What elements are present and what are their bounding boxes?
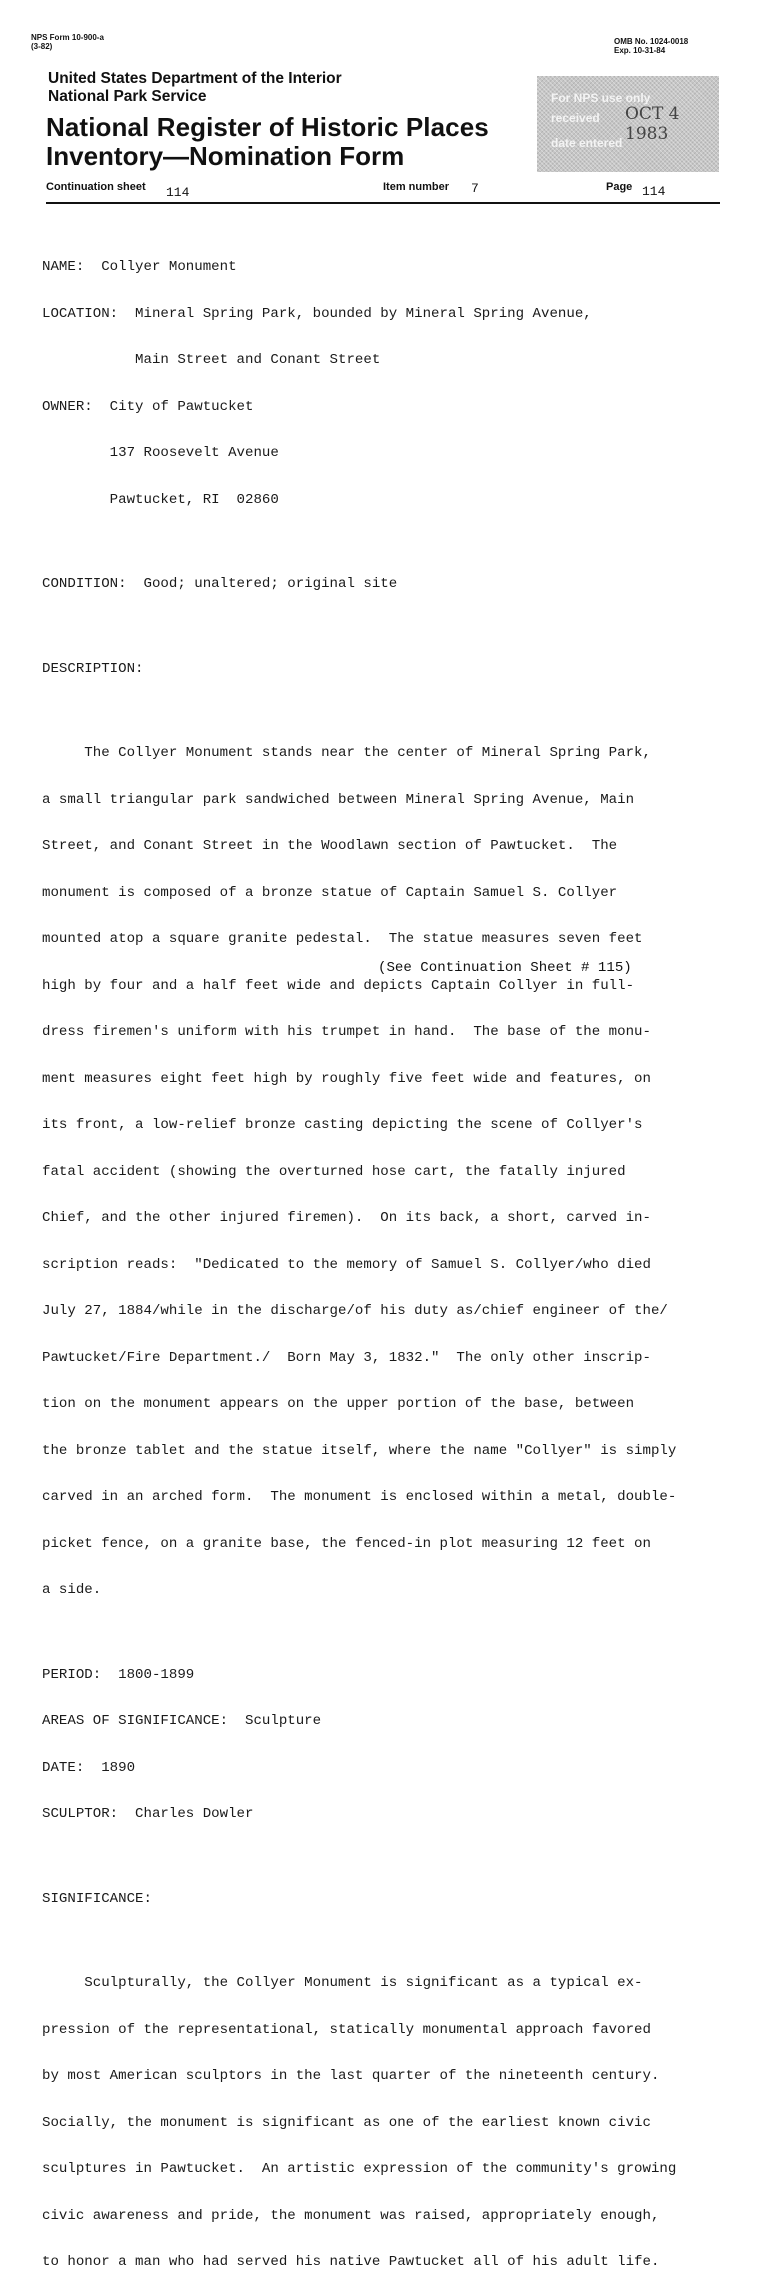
form-number-block	[31, 33, 104, 51]
description-line: scription reads: "Dedicated to the memory of Samuel S. Collyer/who died	[42, 1256, 651, 1273]
date-line: DATE: 1890	[42, 1759, 136, 1776]
description-line: fatal accident (showing the overturned hose cart, the fatally injured	[42, 1163, 626, 1180]
form-title-line2: Inventory—Nomination Form	[46, 141, 405, 171]
significance-line: Socially, the monument is significant as one of the earliest known civic	[42, 2114, 651, 2131]
nps-use-only-label: For NPS use only	[551, 91, 651, 105]
significance-line: by most American sculptors in the last quarter of the nineteenth century.	[42, 2068, 660, 2084]
received-stamp: OCT 4 1983	[625, 104, 680, 144]
description-line: July 27, 1884/while in the discharge/of his duty as/chief engineer of the/	[42, 1303, 668, 1319]
significance-line: Sculpturally, the Collyer Monument is significant as a typical ex-	[42, 1975, 643, 1991]
significance-line: civic awareness and pride, the monument was raised, appropriately enough,	[42, 2207, 660, 2224]
description-line: Chief, and the other injured firemen). On its back, a short, carved in-	[42, 1210, 651, 1226]
description-line: tion on the monument appears on the upper portion of the base, between	[42, 1396, 635, 1412]
date-entered-label: date entered	[551, 136, 623, 150]
description-line: a small triangular park sandwiched between Mineral Spring Avenue, Main	[42, 791, 635, 808]
owner-address-line: 137 Roosevelt Avenue	[42, 445, 279, 461]
significance-heading: SIGNIFICANCE:	[42, 1890, 152, 1907]
location-line-cont: Main Street and Conant Street	[42, 352, 381, 368]
period-line: PERIOD: 1800-1899	[42, 1666, 195, 1683]
significance-line: to honor a man who had served his native Pawtucket all of his adult life.	[42, 2254, 660, 2270]
form-revision: (3-82)	[31, 42, 53, 51]
continuation-header-row	[46, 181, 720, 203]
omb-number: OMB No. 1024-0018	[614, 37, 689, 46]
description-line: high by four and a half feet wide and depicts Captain Collyer in full-	[42, 977, 635, 994]
description-line: Street, and Conant Street in the Woodlawn section of Pawtucket. The	[42, 838, 618, 854]
continuation-sheet-value: 114	[166, 185, 190, 200]
nps-use-only-box	[537, 76, 719, 172]
name-line: NAME: Collyer Monument	[42, 259, 237, 275]
department-name: United States Department of the Interior	[48, 70, 342, 87]
continuation-note: (See Continuation Sheet # 115)	[378, 960, 632, 976]
description-line: ment measures eight feet high by roughly five feet wide and features, on	[42, 1070, 651, 1087]
item-number-label: Item number	[383, 181, 450, 193]
omb-block	[614, 37, 688, 55]
page-label: Page	[606, 181, 633, 193]
header-rule	[46, 202, 720, 204]
service-name: National Park Service	[48, 88, 207, 105]
description-line: picket fence, on a granite base, the fenced-in plot measuring 12 feet on	[42, 1535, 651, 1552]
areas-of-significance-line: AREAS OF SIGNIFICANCE: Sculpture	[42, 1713, 322, 1729]
description-line: dress firemen's uniform with his trumpet in hand. The base of the monu-	[42, 1024, 651, 1040]
form-title-line1: National Register of Historic Places	[46, 112, 489, 142]
condition-line: CONDITION: Good; unaltered; original site	[42, 576, 398, 592]
description-heading: DESCRIPTION:	[42, 660, 144, 677]
description-line: mounted atop a square granite pedestal. The statue measures seven feet	[42, 931, 643, 947]
significance-line: sculptures in Pawtucket. An artistic expression of the community's growing	[42, 2161, 677, 2177]
page-value: 114	[642, 184, 666, 199]
description-line: a side.	[42, 1582, 102, 1598]
item-number-value: 7	[471, 181, 479, 196]
significance-line: pression of the representational, statically monumental approach favored	[42, 2021, 651, 2038]
description-line: the bronze tablet and the statue itself, where the name "Collyer" is simply	[42, 1442, 677, 1459]
description-line: carved in an arched form. The monument is enclosed within a metal, double-	[42, 1489, 677, 1505]
description-line: its front, a low-relief bronze casting depicting the scene of Collyer's	[42, 1117, 643, 1133]
location-line: LOCATION: Mineral Spring Park, bounded by Mineral Spring Avenue,	[42, 305, 592, 322]
nomination-body	[42, 229, 742, 2286]
form-number: NPS Form 10-900-a	[31, 33, 104, 42]
continuation-sheet-label: Continuation sheet	[46, 181, 146, 193]
received-label: received	[551, 111, 600, 125]
description-line: Pawtucket/Fire Department./ Born May 3, 1832." The only other inscrip-	[42, 1349, 651, 1366]
description-line: The Collyer Monument stands near the center of Mineral Spring Park,	[42, 745, 651, 761]
owner-city-line: Pawtucket, RI 02860	[42, 491, 279, 508]
sculptor-line: SCULPTOR: Charles Dowler	[42, 1806, 254, 1822]
owner-line: OWNER: City of Pawtucket	[42, 398, 254, 415]
description-line: monument is composed of a bronze statue of Captain Samuel S. Collyer	[42, 884, 618, 901]
omb-expiry: Exp. 10-31-84	[614, 46, 666, 55]
